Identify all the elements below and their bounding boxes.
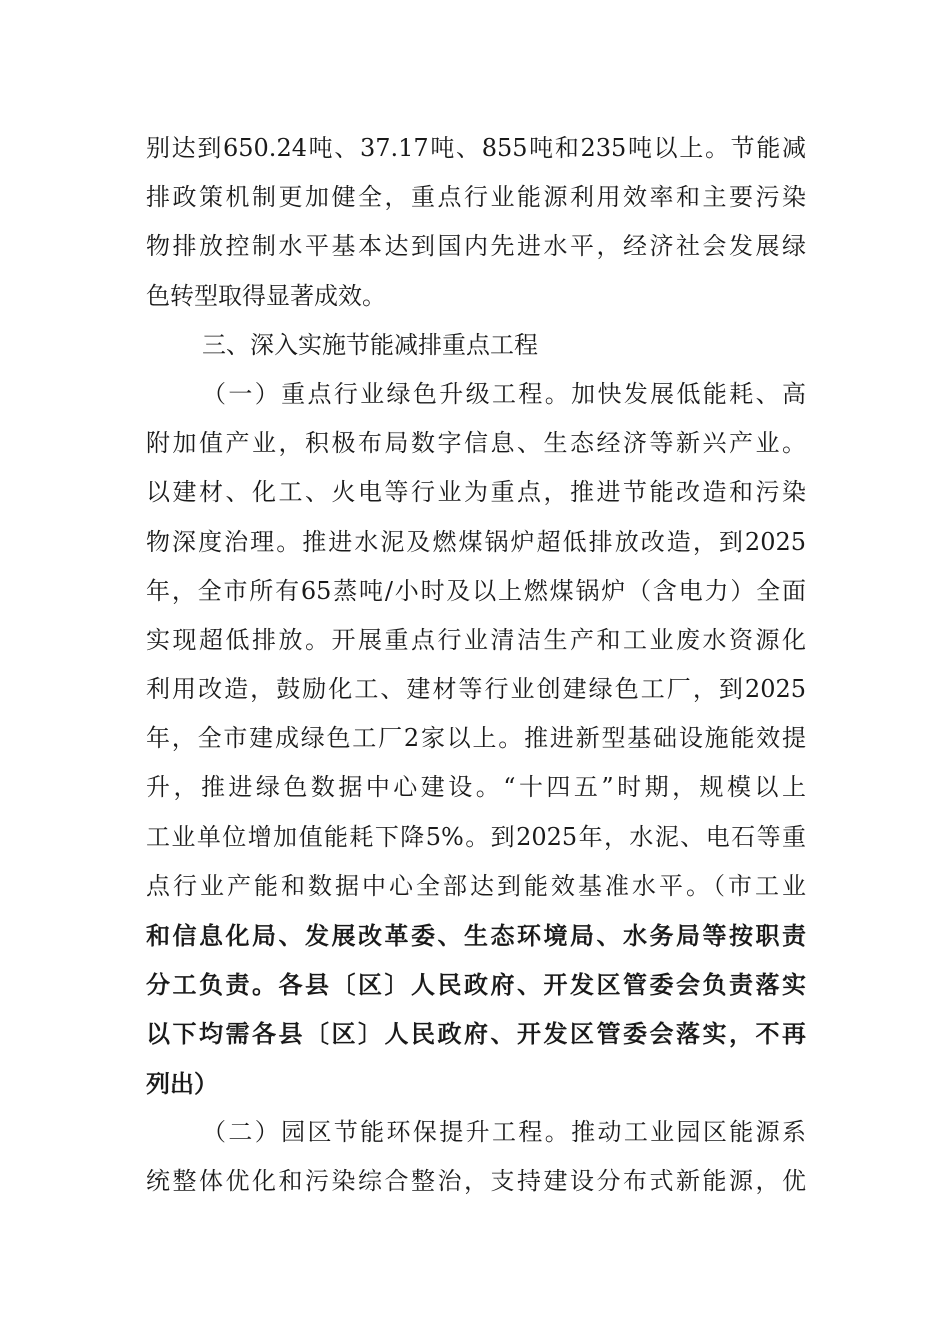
paragraph-line: 实现超低排放。开展重点行业清洁生产和工业废水资源化 [146, 625, 806, 654]
paragraph-line: 物排放控制水平基本达到国内先进水平，经济社会发展绿 [146, 232, 806, 261]
responsibility-line: 和信息化局、发展改革委、生态环境局、水务局等按职责 [146, 921, 806, 950]
document-page [146, 124, 806, 1206]
responsibility-line: 以下均需各县〔区〕人民政府、开发区管委会落实，不再 [146, 1019, 806, 1049]
responsibility-line: 列出） [146, 1068, 218, 1098]
subsection-line: （一）重点行业绿色升级工程。加快发展低能耗、高 [202, 379, 806, 408]
paragraph-line: 利用改造，鼓励化工、建材等行业创建绿色工厂，到2025 [146, 675, 806, 704]
paragraph-line: 统整体优化和污染综合整治，支持建设分布式新能源，优 [146, 1166, 806, 1195]
paragraph-line: 色转型取得显著成效。 [146, 281, 386, 310]
responsibility-line: 分工负责。各县〔区〕人民政府、开发区管委会负责落实 [146, 970, 806, 1000]
paragraph-line: 年，全市建成绿色工厂2家以上。推进新型基础设施能效提 [146, 724, 806, 753]
paragraph-line: 排政策机制更加健全，重点行业能源利用效率和主要污染 [146, 183, 806, 212]
paragraph-line: 附加值产业，积极布局数字信息、生态经济等新兴产业。 [146, 429, 806, 458]
paragraph-line: 升，推进绿色数据中心建设。“十四五”时期，规模以上 [146, 773, 806, 802]
paragraph-line: 工业单位增加值能耗下降5%。到2025年，水泥、电石等重 [146, 822, 806, 851]
paragraph-line: 物深度治理。推进水泥及燃煤锅炉超低排放改造，到2025 [146, 527, 806, 556]
subsection-line: （二）园区节能环保提升工程。推动工业园区能源系 [202, 1117, 806, 1146]
section-heading: 三、深入实施节能减排重点工程 [202, 330, 538, 359]
paragraph-line: 别达到650.24吨、37.17吨、855吨和235吨以上。节能减 [146, 134, 806, 162]
paragraph-line: 年，全市所有65蒸吨/小时及以上燃煤锅炉（含电力）全面 [146, 576, 806, 605]
paragraph-line: 点行业产能和数据中心全部达到能效基准水平。（市工业 [146, 871, 806, 900]
paragraph-line: 以建材、化工、火电等行业为重点，推进节能改造和污染 [146, 478, 806, 507]
